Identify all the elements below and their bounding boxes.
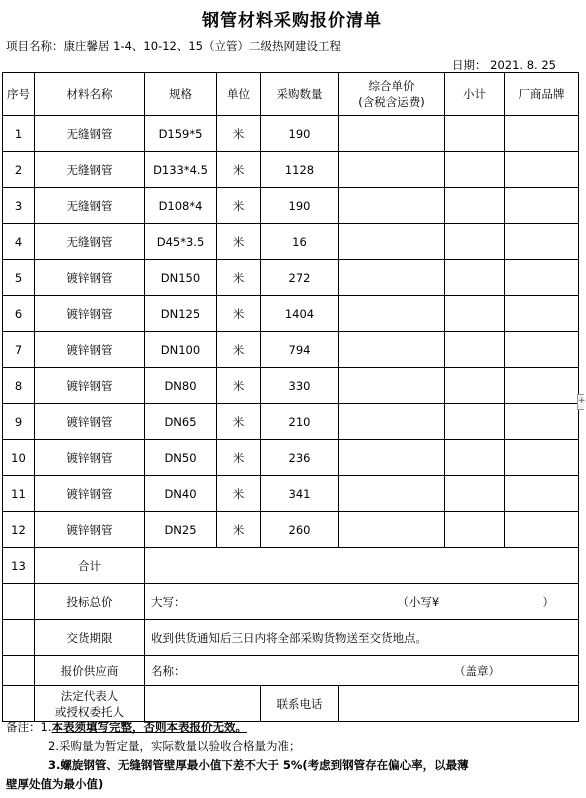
row-subtotal-cell[interactable] [445, 368, 505, 404]
row-quantity: 190 [261, 188, 339, 224]
table-row [3, 332, 579, 368]
table-row [3, 476, 579, 512]
row-spec: DN40 [145, 476, 217, 512]
bid-total-seq-cell [3, 584, 35, 620]
header-price [339, 73, 445, 116]
row-seq: 6 [3, 296, 35, 332]
table-row [3, 188, 579, 224]
total-value-cell[interactable] [145, 548, 579, 584]
row-unit: 米 [217, 116, 261, 152]
row-seq: 2 [3, 152, 35, 188]
row-unit-price-cell[interactable] [339, 440, 445, 476]
row-subtotal-cell[interactable] [445, 476, 505, 512]
header-brand: 厂商品牌 [505, 73, 579, 116]
row-unit: 米 [217, 296, 261, 332]
row-material-name: 镀锌钢管 [35, 512, 145, 548]
row-subtotal-cell[interactable] [445, 116, 505, 152]
row-material-name: 无缝钢管 [35, 224, 145, 260]
row-quantity: 794 [261, 332, 339, 368]
row-unit-price-cell[interactable] [339, 512, 445, 548]
row-brand-cell[interactable] [505, 224, 579, 260]
expand-handle-icon[interactable]: + [577, 394, 584, 410]
supplier-label: 报价供应商 [35, 656, 145, 686]
row-material-name: 镀锌钢管 [35, 296, 145, 332]
row-spec: DN80 [145, 368, 217, 404]
row-quantity: 272 [261, 260, 339, 296]
row-brand-cell[interactable] [505, 116, 579, 152]
row-material-name: 镀锌钢管 [35, 368, 145, 404]
row-unit-price-cell[interactable] [339, 188, 445, 224]
header-subtotal: 小计 [445, 73, 505, 116]
row-seq: 4 [3, 224, 35, 260]
row-material-name: 镀锌钢管 [35, 476, 145, 512]
table-row [3, 152, 579, 188]
header-name: 材料名称 [35, 73, 145, 116]
row-spec: D108*4 [145, 188, 217, 224]
row-spec: D159*5 [145, 116, 217, 152]
bid-total-close: ） [542, 594, 554, 609]
row-subtotal-cell[interactable] [445, 152, 505, 188]
row-unit: 米 [217, 152, 261, 188]
row-unit: 米 [217, 476, 261, 512]
row-material-name: 镀锌钢管 [35, 440, 145, 476]
row-spec: DN25 [145, 512, 217, 548]
row-subtotal-cell[interactable] [445, 440, 505, 476]
row-unit: 米 [217, 188, 261, 224]
row-spec: DN50 [145, 440, 217, 476]
header-price-line2: (含税含运费) [358, 95, 425, 109]
row-material-name: 无缝钢管 [35, 152, 145, 188]
row-material-name: 无缝钢管 [35, 116, 145, 152]
quote-date: 日期： 2021. 8. 25 [452, 58, 556, 72]
bid-total-capital: 大写： [151, 594, 186, 609]
row-seq: 9 [3, 404, 35, 440]
row-unit: 米 [217, 332, 261, 368]
row-spec: DN65 [145, 404, 217, 440]
row-brand-cell[interactable] [505, 260, 579, 296]
total-label: 合计 [35, 548, 145, 584]
total-seq: 13 [3, 548, 35, 584]
bid-total-small: （小写¥ [397, 594, 440, 609]
row-brand-cell[interactable] [505, 404, 579, 440]
row-unit-price-cell[interactable] [339, 404, 445, 440]
delivery-label: 交货期限 [35, 620, 145, 656]
row-brand-cell[interactable] [505, 368, 579, 404]
table-row [3, 224, 579, 260]
note-2: 2.采购量为暂定量，实际数量以验收合格量为准； [48, 739, 301, 753]
legal-rep-name-cell[interactable] [145, 686, 261, 722]
header-qty: 采购数量 [261, 73, 339, 116]
total-row [3, 548, 579, 584]
supplier-seal: （盖章） [454, 663, 500, 678]
row-quantity: 210 [261, 404, 339, 440]
row-seq: 8 [3, 368, 35, 404]
row-spec: D133*4.5 [145, 152, 217, 188]
row-brand-cell[interactable] [505, 476, 579, 512]
delivery-row [3, 620, 579, 656]
row-seq: 10 [3, 440, 35, 476]
row-unit: 米 [217, 260, 261, 296]
row-seq: 11 [3, 476, 35, 512]
note-prefix: 备注：1. [6, 720, 52, 734]
row-seq: 12 [3, 512, 35, 548]
row-unit: 米 [217, 368, 261, 404]
row-spec: DN125 [145, 296, 217, 332]
row-unit-price-cell[interactable] [339, 116, 445, 152]
row-subtotal-cell[interactable] [445, 188, 505, 224]
legal-rep-seq-cell [3, 686, 35, 722]
row-brand-cell[interactable] [505, 152, 579, 188]
row-quantity: 260 [261, 512, 339, 548]
header-row [3, 73, 579, 116]
delivery-text: 收到供货通知后三日内将全部采购货物送至交货地点。 [145, 620, 579, 656]
row-unit-price-cell[interactable] [339, 368, 445, 404]
row-subtotal-cell[interactable] [445, 404, 505, 440]
row-subtotal-cell[interactable] [445, 224, 505, 260]
quote-table [2, 72, 579, 722]
row-material-name: 无缝钢管 [35, 188, 145, 224]
header-seq: 序号 [3, 73, 35, 116]
row-seq: 7 [3, 332, 35, 368]
row-unit-price-cell[interactable] [339, 476, 445, 512]
row-spec: DN150 [145, 260, 217, 296]
row-subtotal-cell[interactable] [445, 296, 505, 332]
table-row [3, 368, 579, 404]
row-spec: DN100 [145, 332, 217, 368]
table-row [3, 404, 579, 440]
table-row [3, 440, 579, 476]
supplier-row [3, 656, 579, 686]
row-unit: 米 [217, 404, 261, 440]
row-unit-price-cell[interactable] [339, 152, 445, 188]
supplier-name: 名称： [151, 663, 186, 678]
note-1 [6, 718, 580, 737]
legal-rep-label-line2: 或授权委托人 [55, 704, 124, 719]
row-brand-cell[interactable] [505, 332, 579, 368]
row-unit-price-cell[interactable] [339, 224, 445, 260]
row-brand-cell[interactable] [505, 440, 579, 476]
note-3-line1: 3.螺旋钢管、无缝钢管壁厚最小值下差不大于 5%(考虑到钢管存在偏心率，以最薄 [48, 758, 469, 772]
delivery-seq-cell [3, 620, 35, 656]
row-unit-price-cell[interactable] [339, 296, 445, 332]
bid-total-value-cell[interactable] [145, 584, 579, 620]
contact-value-cell[interactable] [339, 686, 579, 722]
table-row [3, 116, 579, 152]
row-material-name: 镀锌钢管 [35, 260, 145, 296]
row-brand-cell[interactable] [505, 296, 579, 332]
row-seq: 5 [3, 260, 35, 296]
row-brand-cell[interactable] [505, 512, 579, 548]
row-subtotal-cell[interactable] [445, 332, 505, 368]
row-seq: 3 [3, 188, 35, 224]
table-row [3, 260, 579, 296]
row-quantity: 330 [261, 368, 339, 404]
row-quantity: 236 [261, 440, 339, 476]
row-quantity: 16 [261, 224, 339, 260]
row-brand-cell[interactable] [505, 188, 579, 224]
row-quantity: 1404 [261, 296, 339, 332]
header-spec: 规格 [145, 73, 217, 116]
supplier-seq-cell [3, 656, 35, 686]
row-subtotal-cell[interactable] [445, 512, 505, 548]
row-material-name: 镀锌钢管 [35, 404, 145, 440]
notes [6, 718, 580, 794]
header-price-line1: 综合单价 [368, 79, 415, 93]
row-quantity: 341 [261, 476, 339, 512]
row-seq: 1 [3, 116, 35, 152]
note-3-line2: 壁厚处值为最小值) [6, 777, 104, 791]
row-unit: 米 [217, 224, 261, 260]
supplier-value-cell[interactable] [145, 656, 579, 686]
legal-rep-label [35, 686, 145, 722]
legal-rep-label-line1: 法定代表人 [60, 688, 119, 703]
table-row [3, 512, 579, 548]
header-unit: 单位 [217, 73, 261, 116]
project-name: 项目名称：康庄馨居 1-4、10-12、15（立管）二级热网建设工程 [6, 39, 341, 53]
note-1-text: 本表须填写完整，否则本表报价无效。 [51, 720, 247, 734]
row-unit: 米 [217, 440, 261, 476]
bid-total-label: 投标总价 [35, 584, 145, 620]
row-quantity: 1128 [261, 152, 339, 188]
page-title: 钢管材料采购报价清单 [202, 11, 382, 31]
contact-label: 联系电话 [261, 686, 339, 722]
row-quantity: 190 [261, 116, 339, 152]
table-row [3, 296, 579, 332]
row-unit-price-cell[interactable] [339, 260, 445, 296]
row-material-name: 镀锌钢管 [35, 332, 145, 368]
row-unit-price-cell[interactable] [339, 332, 445, 368]
legal-rep-row [3, 686, 579, 722]
row-spec: D45*3.5 [145, 224, 217, 260]
row-subtotal-cell[interactable] [445, 260, 505, 296]
row-unit: 米 [217, 512, 261, 548]
bid-total-row [3, 584, 579, 620]
